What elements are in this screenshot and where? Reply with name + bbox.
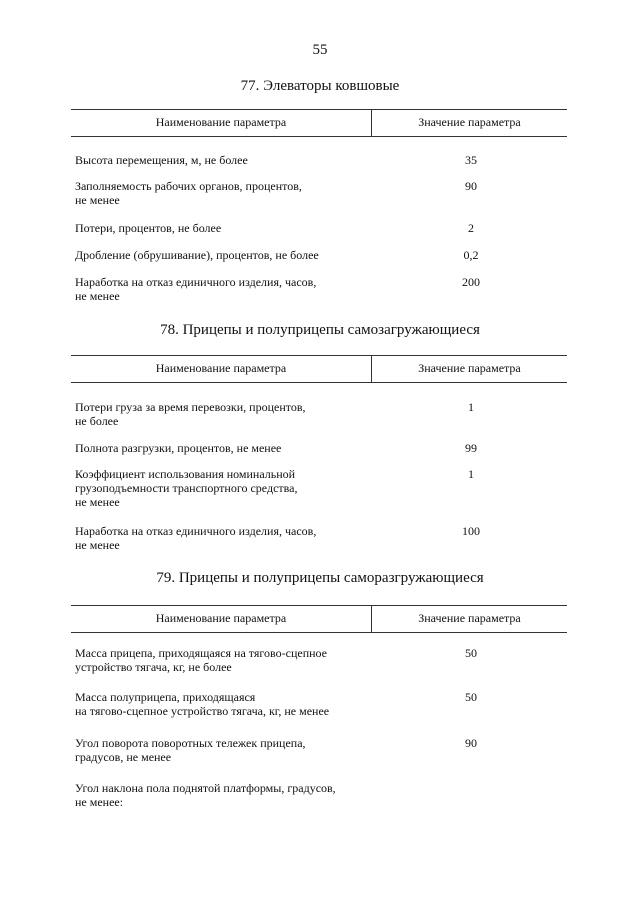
row-name: Дробление (обрушивание), процентов, не более — [75, 248, 319, 262]
header-name: Наименование параметра — [155, 115, 287, 129]
row-value: 1 — [468, 400, 474, 414]
row-value: 200 — [462, 275, 480, 289]
parameter-table — [71, 109, 567, 303]
header-value: Значение параметра — [418, 361, 521, 375]
row-name: Угол наклона пола поднятой платформы, градусов, не менее: — [75, 781, 336, 809]
row-value: 2 — [468, 221, 474, 235]
row-value: 50 — [465, 646, 477, 660]
row-value: 90 — [465, 736, 477, 750]
section-title: 79. Прицепы и полуприцепы саморазгружающиеся — [156, 570, 484, 586]
section-title: 78. Прицепы и полуприцепы самозагружающиеся — [160, 322, 480, 338]
row-value: 100 — [462, 524, 480, 538]
row-name: Масса прицепа, приходящаяся на тягово-сцепное устройство тягача, кг, не более — [75, 646, 328, 674]
row-name: Наработка на отказ единичного изделия, часов, не менее — [75, 275, 317, 303]
page-number: 55 — [312, 42, 328, 58]
row-value: 0,2 — [463, 248, 479, 262]
table-header — [71, 605, 567, 633]
header-name: Наименование параметра — [155, 361, 287, 375]
row-value: 99 — [465, 441, 477, 455]
row-name: Потери, процентов, не более — [75, 221, 222, 235]
row-value: 50 — [465, 690, 477, 704]
parameter-table — [71, 605, 567, 809]
row-name: Угол поворота поворотных тележек прицепа, градусов, не менее — [75, 736, 306, 764]
row-name: Коэффициент использования номинальной грузоподъемности транспортного средства, не менее — [75, 467, 298, 509]
row-name: Полнота разгрузки, процентов, не менее — [75, 441, 282, 455]
row-name: Масса полуприцепа, приходящаяся на тягово-сцепное устройство тягача, кг, не менее — [75, 690, 330, 718]
table-header — [71, 109, 567, 137]
row-name: Высота перемещения, м, не более — [75, 153, 248, 167]
row-value: 1 — [468, 467, 474, 481]
header-name: Наименование параметра — [155, 611, 287, 625]
row-name: Заполняемость рабочих органов, процентов, не менее — [75, 179, 302, 207]
row-name: Наработка на отказ единичного изделия, часов, не менее — [75, 524, 317, 552]
header-value: Значение параметра — [418, 115, 521, 129]
table-header — [71, 355, 567, 383]
row-value: 35 — [465, 153, 477, 167]
row-value: 90 — [465, 179, 477, 193]
row-name: Потери груза за время перевозки, процентов, не более — [75, 400, 306, 428]
section-title: 77. Элеваторы ковшовые — [240, 78, 400, 94]
header-value: Значение параметра — [418, 611, 521, 625]
parameter-table — [71, 355, 567, 552]
